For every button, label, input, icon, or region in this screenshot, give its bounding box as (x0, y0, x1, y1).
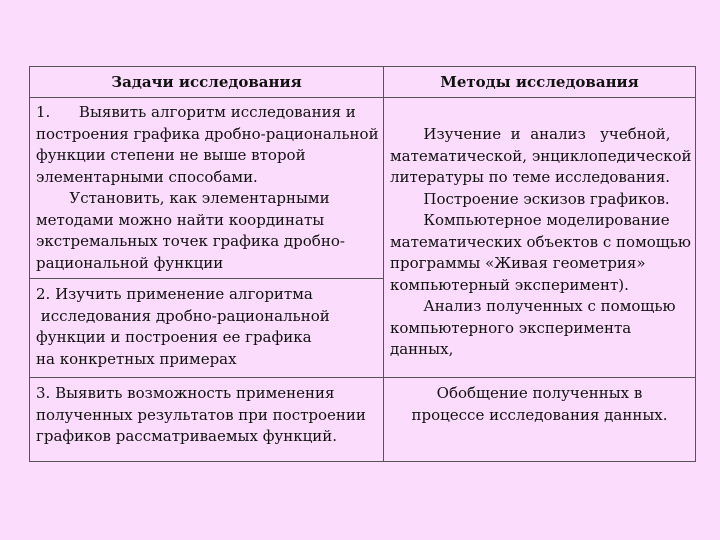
task-3: 3. Выявить возможность применения полученных результатов при построении графиков рассматриваемых функций. (36, 384, 366, 445)
task-2: 2. Изучить применение алгоритма исследования дробно-рациональной функции и построения ее графика на конкретных примерах (36, 285, 330, 368)
row-divider-final (30, 377, 695, 378)
task-1: 1. Выявить алгоритм исследования и построения графика дробно-рациональной функции степени не выше второй элементарными способами. Установить, как элементарными методами можно найти координаты экстремальных точек графика дробно- рациональной функции (36, 103, 379, 272)
header-tasks: Задачи исследования (111, 73, 302, 91)
methods-final: Обобщение полученных в процессе исследования данных. (411, 384, 668, 424)
header-divider (30, 97, 695, 98)
research-table (29, 66, 696, 462)
header-methods: Методы исследования (440, 73, 639, 91)
row-divider-tasks (30, 278, 383, 279)
methods-main: Изучение и анализ учебной, математической, энциклопедической литературы по теме исследования. Построение эскизов графиков. Компьютерное моделирование математических объектов с помощью программы «Живая геометрия» компьютерный эксперимент). Анализ полученных с помощью компьютерного эксперимента данных, (390, 125, 692, 358)
